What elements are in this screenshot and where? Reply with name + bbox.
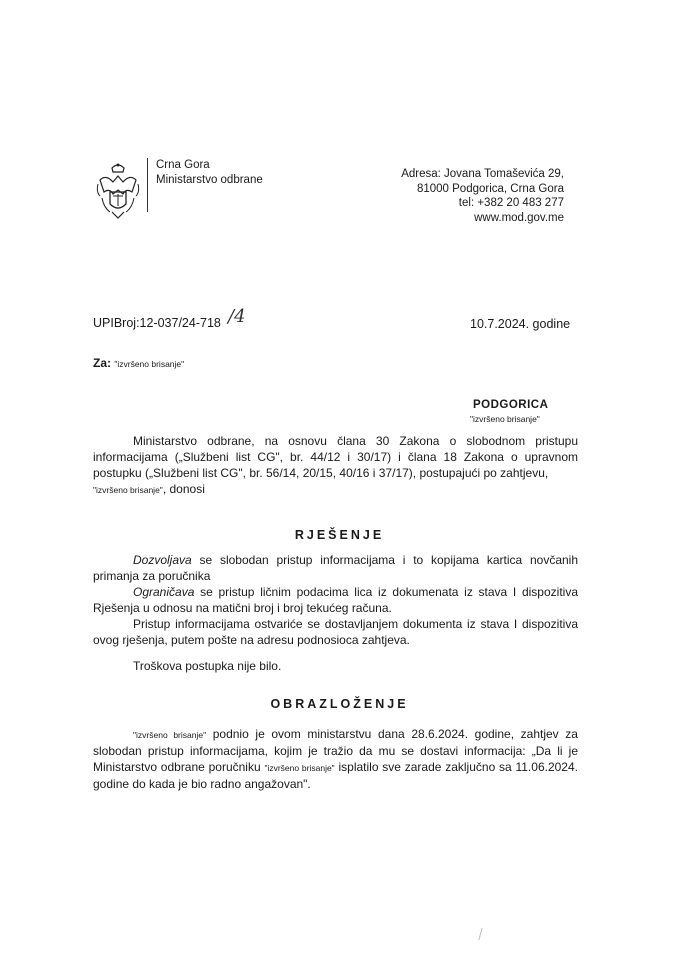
decision-heading: RJEŠENJE [294,528,385,542]
reasoning-redaction-1: "izvršeno brisanje" [133,730,207,740]
decision-paragraph-1 [93,552,578,584]
org-ministry: Ministarstvo odbrane [156,174,263,186]
coat-of-arms-icon [96,162,140,220]
org-country: Crna Gora [156,159,210,171]
intro-text: Ministarstvo odbrane, na osnovu člana 30 Zakona o slobodnom pristupu informacijama („Službeni list CG", br. 44/12 i 30/17) i člana 18 Zakona o upravnom postupku („Službeni list CG", br. 56/14, 20/15, 40/16 i 37/17), postupajući po zahtjevu, [93,434,578,480]
address-website: www.mod.gov.me [474,211,564,224]
handwritten-suffix: /4 [228,306,246,327]
address-block [401,167,564,225]
reasoning-paragraph [93,726,578,792]
document-number: UPIBroj:12-037/24-718 [93,316,221,330]
recipient-line [93,356,184,370]
document-date: 10.7.2024. godine [470,317,571,331]
recipient-label: Za: [93,356,111,370]
reasoning-text-1: podnio je ovom ministarstvu dana 28.6.2024. godine, zahtjev za slobodan pristup informacijama, kojim je tražio da mu se dostavi informacija: „Da li je Ministarstvo odbrane poručniku [93,727,578,774]
address-street: Adresa: Jovana Tomaševića 29, [401,168,564,180]
decision-p2-verb: Ograničava [133,585,195,599]
intro-tail: , donosi [162,482,205,496]
decision-p1-text: se slobodan pristup informacijama i to kopijama kartica novčanih primanja za poručnika [93,553,578,583]
decision-paragraph-4: Troškova postupka nije bilo. [133,659,282,673]
scan-mark [478,928,490,940]
recipient-redaction: "izvršeno brisanje" [114,359,185,369]
city-redaction: "izvršeno brisanje" [470,414,540,424]
address-phone: tel: +382 20 483 277 [458,197,564,209]
intro-paragraph [93,433,578,498]
reasoning-heading: OBRAZLOŽENJE [270,697,409,711]
decision-paragraph-3: Pristup informacijama ostvariće se dostavljanjem dokumenta iz stava I dispozitiva ovog rješenja, putem pošte na adresu podnosioca zahtjeva. [93,617,578,647]
reasoning-text-2: isplatilo sve zarade zaključno sa 11.06.2024. godine do kada je bio radno angažovan". [93,760,578,791]
decision-p2-text: se pristup ličnim podacima lica iz dokumenata iz stava I dispozitiva Rješenja u odnosu na matični broj i broj tekućeg računa. [93,585,578,615]
intro-redaction: "izvršeno brisanje" [93,485,163,495]
decision-p1-verb: Dozvoljava [133,553,192,567]
decision-paragraph-2 [93,584,578,616]
reasoning-redaction-2: "izvršeno brisanje" [264,763,335,773]
address-city: 81000 Podgorica, Crna Gora [416,182,564,195]
header-divider [147,158,148,212]
city-name: PODGORICA [473,399,549,411]
organization-block [156,158,263,188]
